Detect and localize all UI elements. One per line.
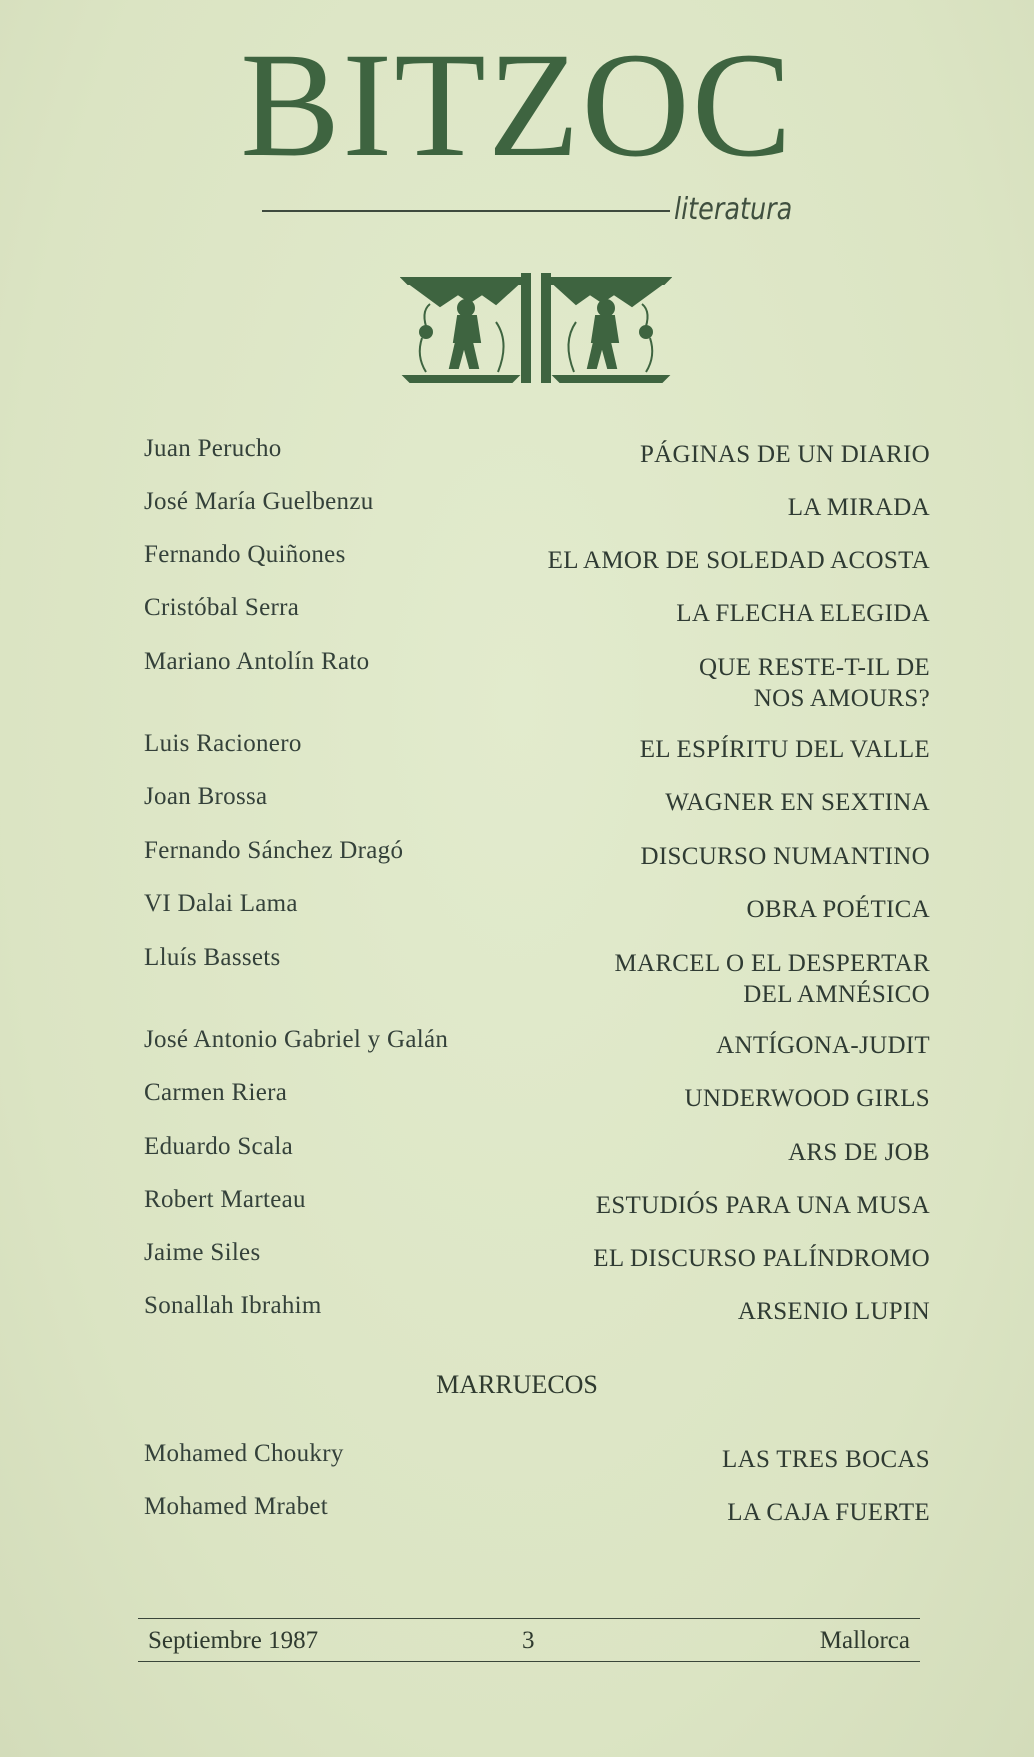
author-name: Sonallah Ibrahim [144,1292,322,1319]
piece-title: WAGNER EN SEXTINA [665,789,930,816]
author-name: Eduardo Scala [144,1133,293,1160]
piece-title: LA MIRADA [787,494,930,521]
author-name: Luis Racionero [144,730,302,757]
author-name: VI Dalai Lama [144,890,298,917]
author-name: Robert Marteau [144,1186,306,1213]
piece-title: ARSENIO LUPIN [737,1298,930,1325]
author-name: Joan Brossa [144,783,268,810]
author-name: José María Guelbenzu [144,488,374,515]
piece-title: QUE RESTE-T-IL DE NOS AMOURS? [699,654,930,712]
section-heading: MARRUECOS [436,1370,598,1399]
piece-title: DISCURSO NUMANTINO [640,843,930,870]
author-name: Mohamed Choukry [144,1440,344,1467]
subtitle-row [262,192,822,232]
author-name: Fernando Sánchez Dragó [144,837,404,864]
masthead-title: BITZOC [240,22,794,188]
author-name: Carmen Riera [144,1079,288,1106]
piece-title: ARS DE JOB [788,1139,930,1166]
author-name: José Antonio Gabriel y Galán [144,1026,449,1053]
author-name: Jaime Siles [144,1239,261,1266]
piece-title: MARCEL O EL DESPERTAR DEL AMNÉSICO [614,950,930,1008]
issue-date: Septiembre 1987 [148,1627,319,1654]
piece-title: LA CAJA FUERTE [727,1499,930,1526]
subtitle: literatura [674,192,793,227]
author-name: Fernando Quiñones [144,541,346,568]
piece-title: LA FLECHA ELEGIDA [676,600,930,627]
author-name: Mohamed Mrabet [144,1493,329,1520]
footer-bar [138,1618,920,1662]
piece-title: EL AMOR DE SOLEDAD ACOSTA [547,547,930,574]
place-name: Mallorca [819,1627,910,1654]
author-name: Lluís Bassets [144,944,281,971]
winged-demons-ornament-icon [400,272,672,384]
piece-title: PÁGINAS DE UN DIARIO [639,441,930,468]
piece-title: EL ESPÍRITU DEL VALLE [639,736,930,763]
piece-title: EL DISCURSO PALÍNDROMO [593,1245,930,1272]
piece-title: ESTUDIÓS PARA UNA MUSA [595,1192,930,1219]
piece-title: LAS TRES BOCAS [722,1446,930,1473]
author-name: Cristóbal Serra [144,594,300,621]
author-name: Juan Perucho [144,435,282,462]
issue-number: 3 [522,1627,535,1654]
piece-title: UNDERWOOD GIRLS [684,1085,930,1112]
piece-title: ANTÍGONA-JUDIT [716,1032,930,1059]
subtitle-rule [262,210,670,212]
piece-title: OBRA POÉTICA [746,896,930,923]
author-name: Mariano Antolín Rato [144,648,370,675]
